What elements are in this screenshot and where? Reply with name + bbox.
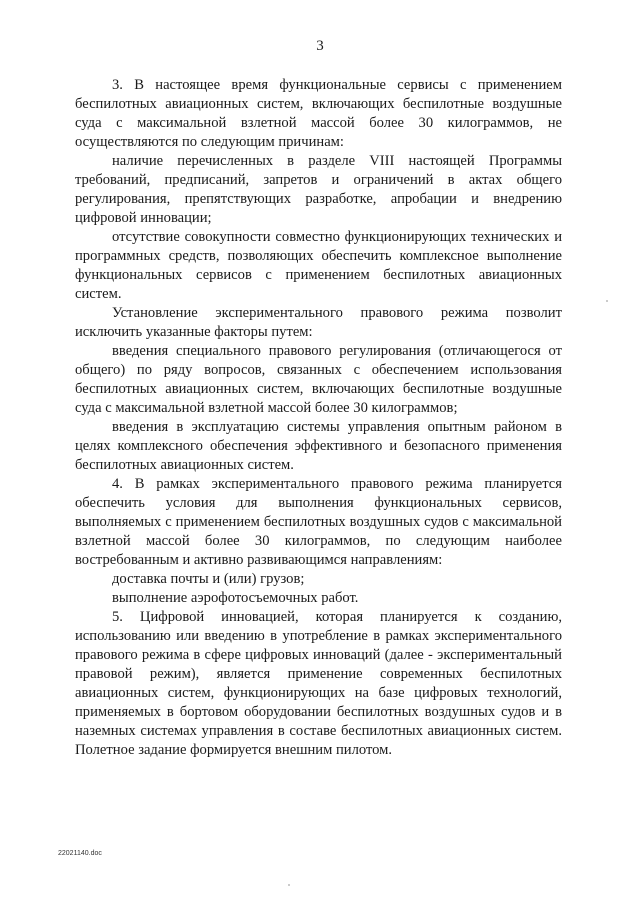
paragraph-direction-2: выполнение аэрофотосъемочных работ. [112,590,359,606]
footer-filename: 22021140.doc [58,850,102,857]
paragraph-4-intro: 4. В рамках экспериментального правового режима планируется обеспечить условия для выполнения функциональных сервисов, выполняемых с применением беспилотных воздушных судов с максимальной взлетной массой более 30 килограммов, по следующим наиболее востребованным и активно развивающимся направлениям: [75,476,562,568]
page-number: 3 [316,38,324,54]
paragraph-measure-2: введения в эксплуатацию системы управления опытным районом в целях комплексного обеспечения эффективного и безопасного применения беспилотных авиационных систем. [75,419,562,473]
scan-speck [606,300,608,302]
paragraph-direction-1: доставка почты и (или) грузов; [112,571,305,587]
paragraph-3-intro: 3. В настоящее время функциональные сервисы с применением беспилотных авиационных систем, включающих беспилотные воздушные суда с максимальной взлетной массой более 30 килограммов, не осуществляются по следующим причинам: [75,77,562,150]
paragraph-5: 5. Цифровой инновацией, которая планируется к созданию, использованию или введению в употребление в рамках экспериментального правового режима в сфере цифровых инноваций (далее - экспериментальный правовой режим), является применение современных беспилотных авиационных систем, функционирующих на базе цифровых технологий, применяемых в бортовом оборудовании беспилотных воздушных судов и в наземных системах управления в составе беспилотных авиационных систем. Полетное задание формируется внешним пилотом. [75,609,562,758]
paragraph-reason-2: отсутствие совокупности совместно функционирующих технических и программных средств, позволяющих обеспечить комплексное выполнение функциональных сервисов с применением беспилотных авиационных систем. [75,229,562,302]
document-body [75,76,562,760]
paragraph-regime-intro: Установление экспериментального правового режима позволит исключить указанные факторы путем: [75,305,562,340]
paragraph-measure-1: введения специального правового регулирования (отличающегося от общего) по ряду вопросов, связанных с обеспечением использования беспилотных авиационных систем, включающих беспилотные воздушные суда с максимальной взлетной массой более 30 килограммов; [75,343,562,416]
scan-speck [288,884,290,886]
paragraph-reason-1: наличие перечисленных в разделе VIII настоящей Программы требований, предписаний, запретов и ограничений в актах общего регулирования, препятствующих разработке, апробации и внедрению цифровой инновации; [75,153,562,226]
